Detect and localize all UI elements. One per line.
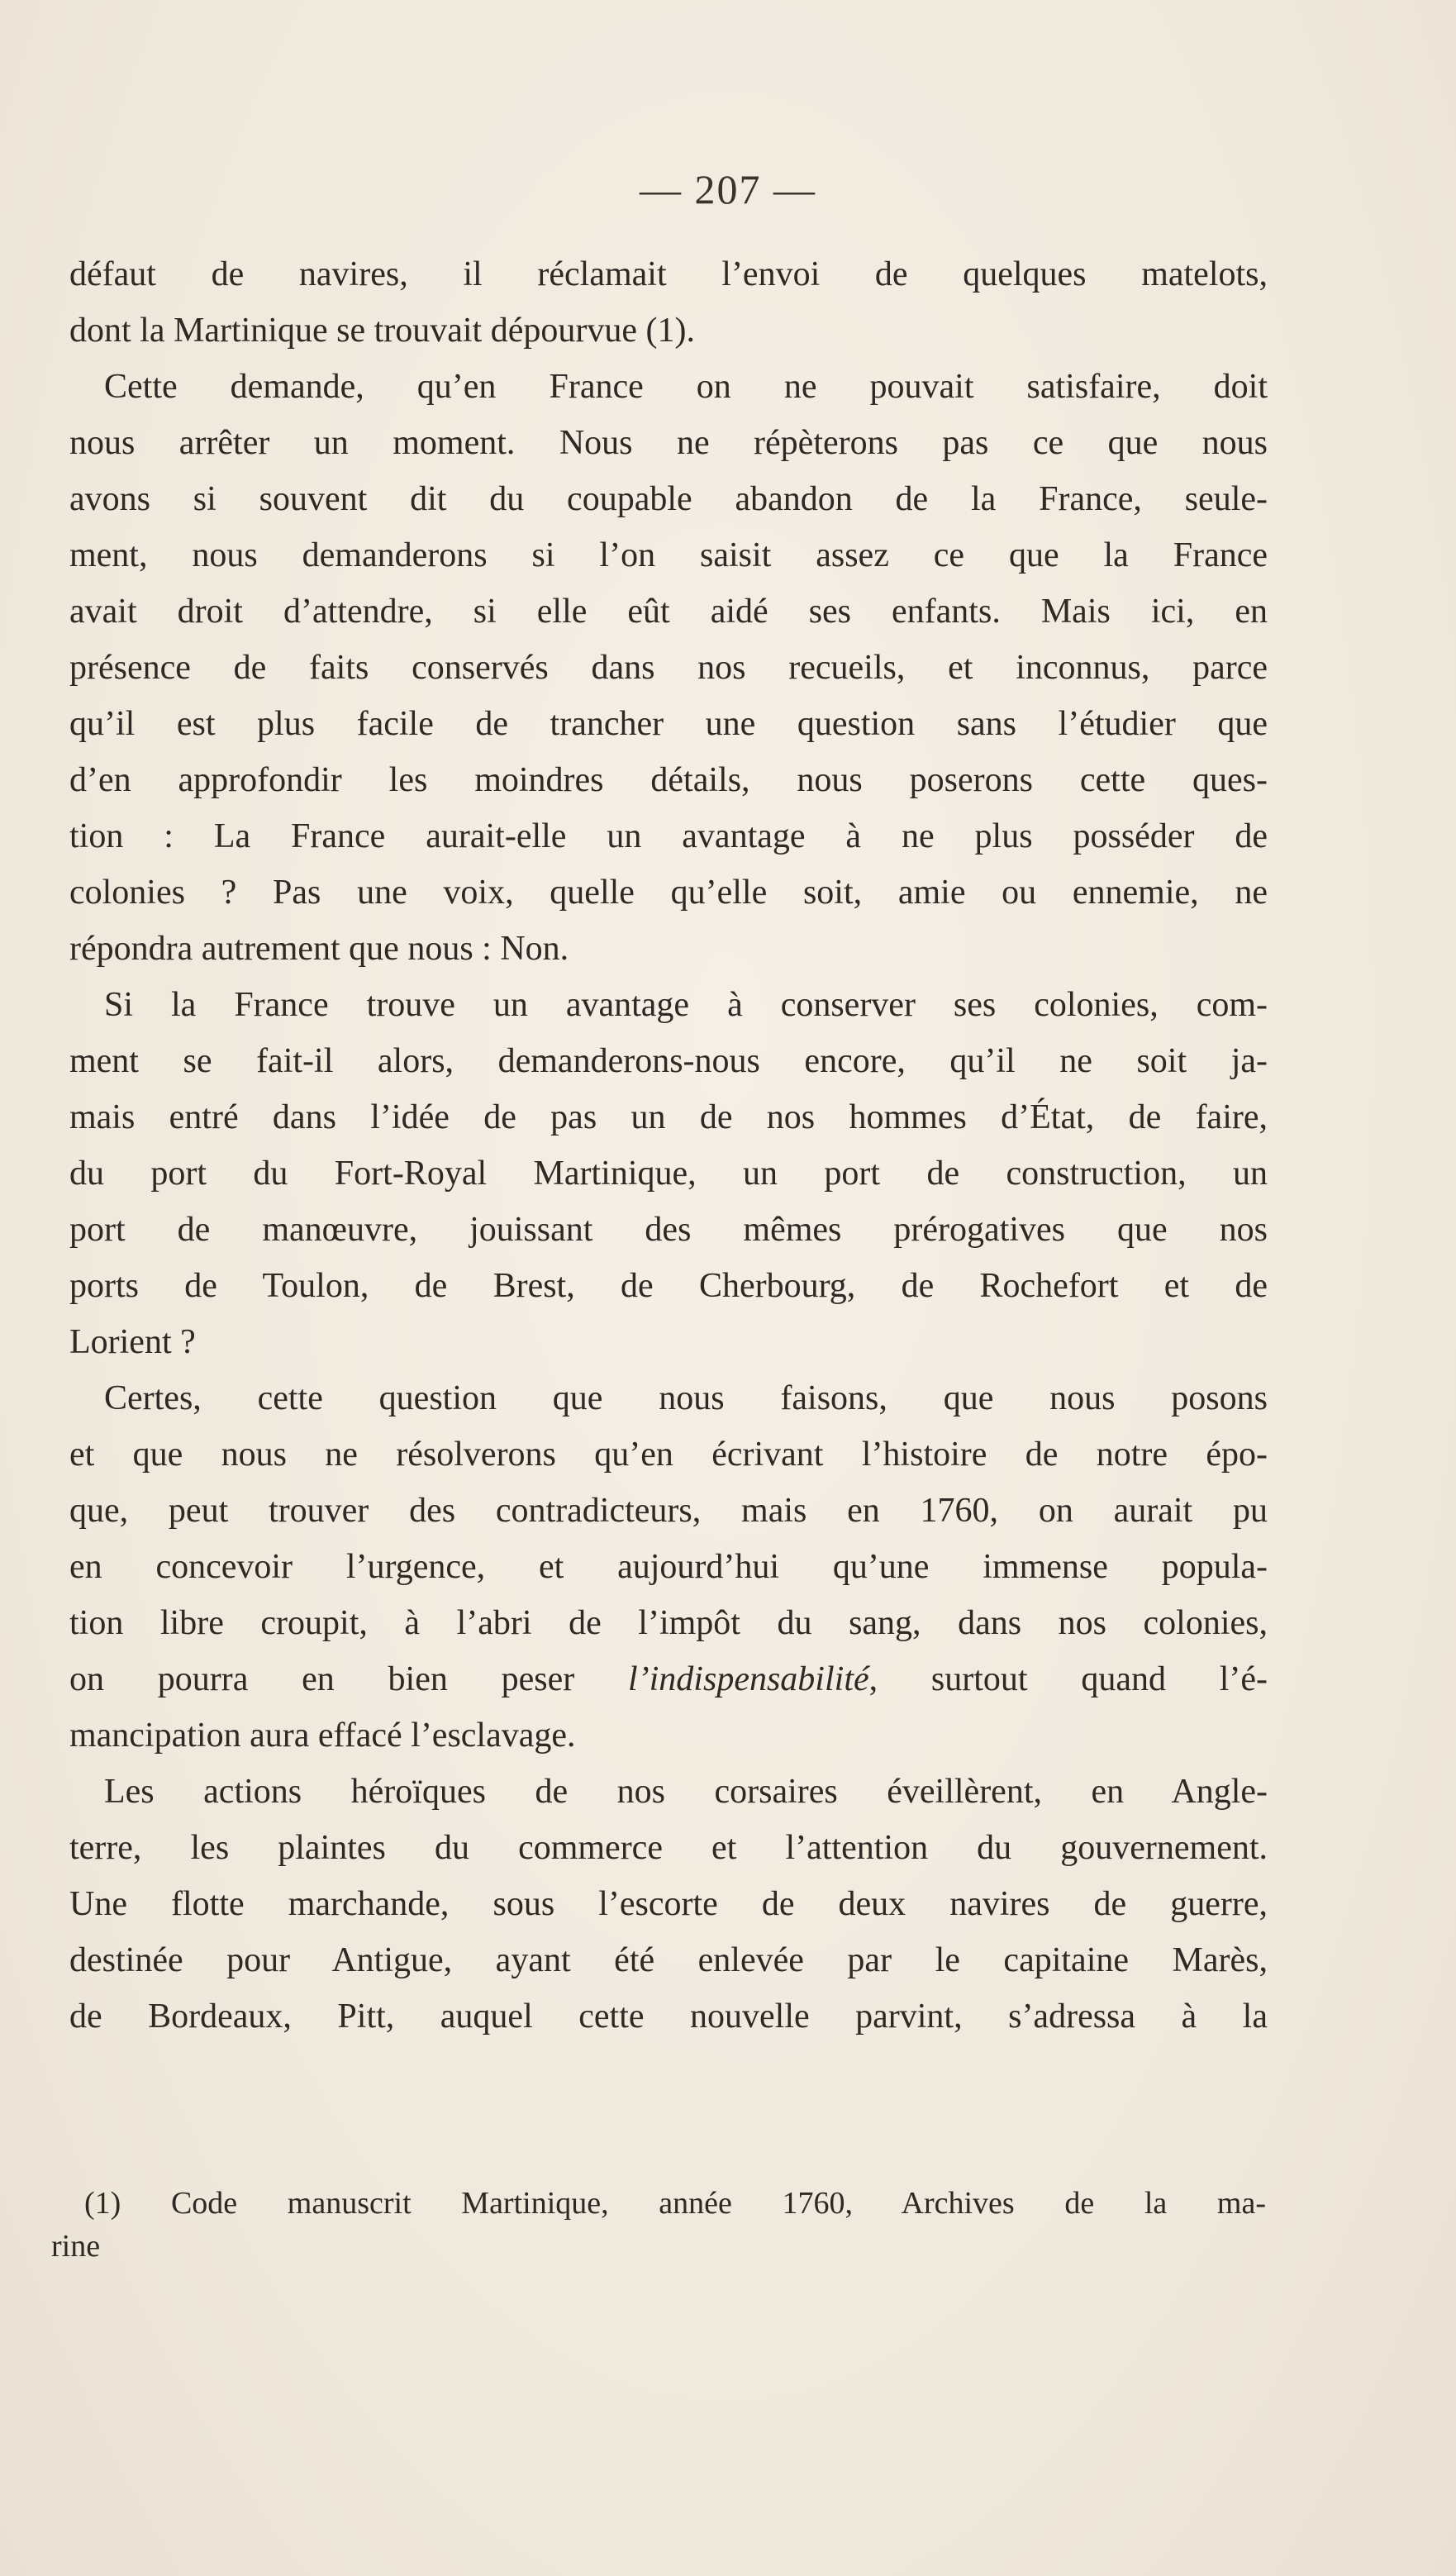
text-line: ment se fait-il alors, demanderons-nous encore, qu’il ne soit ja- [69,1042,1268,1080]
text-line: dont la Martinique se trouvait dépourvue (1). [69,312,695,350]
text-line: répondra autrement que nous : Non. [69,930,569,968]
footnote-line: (1) Code manuscrit Martinique, année 1760, Archives de la ma- [84,2186,1266,2221]
text-line: d’en approfondir les moindres détails, nous poserons cette ques- [69,761,1268,799]
text-line: ment, nous demanderons si l’on saisit assez ce que la France [69,536,1268,574]
body-text [69,246,1268,2045]
text-line: terre, les plaintes du commerce et l’attention du gouvernement. [69,1829,1268,1867]
text-line: mancipation aura effacé l’esclavage. [69,1717,576,1755]
text-line: tion : La France aurait-elle un avantage à ne plus posséder de [69,817,1268,855]
text-line: et que nous ne résolverons qu’en écrivant l’histoire de notre épo- [69,1436,1268,1474]
text-line: de Bordeaux, Pitt, auquel cette nouvelle parvint, s’adressa à la [69,1997,1268,2036]
page-number: — 207 — [640,166,816,212]
text-line: Certes, cette question que nous faisons, que nous posons [104,1379,1268,1417]
text-line: avons si souvent dit du coupable abandon de la France, seule- [69,480,1268,518]
text-line: colonies ? Pas une voix, quelle qu’elle soit, amie ou ennemie, ne [69,874,1268,912]
text-line: port de manœuvre, jouissant des mêmes prérogatives que nos [69,1211,1268,1249]
text-line: tion libre croupit, à l’abri de l’impôt du sang, dans nos colonies, [69,1604,1268,1642]
footnote-line: rine [51,2229,101,2264]
text-line: présence de faits conservés dans nos recueils, et inconnus, parce [69,649,1268,687]
footnote [51,2182,1266,2268]
text-line: Cette demande, qu’en France on ne pouvait satisfaire, doit [104,368,1268,406]
text-line: nous arrêter un moment. Nous ne répèterons pas ce que nous [69,424,1268,462]
text-line: du port du Fort-Royal Martinique, un port de construction, un [69,1155,1268,1193]
text-line: Une flotte marchande, sous l’escorte de deux navires de guerre, [69,1885,1268,1923]
text-line: avait droit d’attendre, si elle eût aidé ses enfants. Mais ici, en [69,593,1268,631]
text-run: , surtout quand l’é- [868,1660,1268,1698]
text-run: on pourra en bien peser [69,1660,628,1698]
text-line-italic [69,1651,1268,1707]
text-line: destinée pour Antigue, ayant été enlevée par le capitaine Marès, [69,1941,1268,1979]
italic-word: l’indispensabilité [627,1660,869,1698]
text-line: défaut de navires, il réclamait l’envoi de quelques matelots, [69,255,1268,293]
text-line: Les actions héroïques de nos corsaires éveillèrent, en Angle- [104,1773,1268,1811]
text-line: Si la France trouve un avantage à conserver ses colonies, com- [104,986,1268,1024]
text-line: que, peut trouver des contradicteurs, mais en 1760, on aurait pu [69,1492,1268,1530]
text-line: Lorient ? [69,1323,196,1361]
text-line: mais entré dans l’idée de pas un de nos hommes d’État, de faire, [69,1098,1268,1136]
text-line: en concevoir l’urgence, et aujourd’hui qu’une immense popula- [69,1548,1268,1586]
text-line: ports de Toulon, de Brest, de Cherbourg, de Rochefort et de [69,1267,1268,1305]
text-line: qu’il est plus facile de trancher une question sans l’étudier que [69,705,1268,743]
